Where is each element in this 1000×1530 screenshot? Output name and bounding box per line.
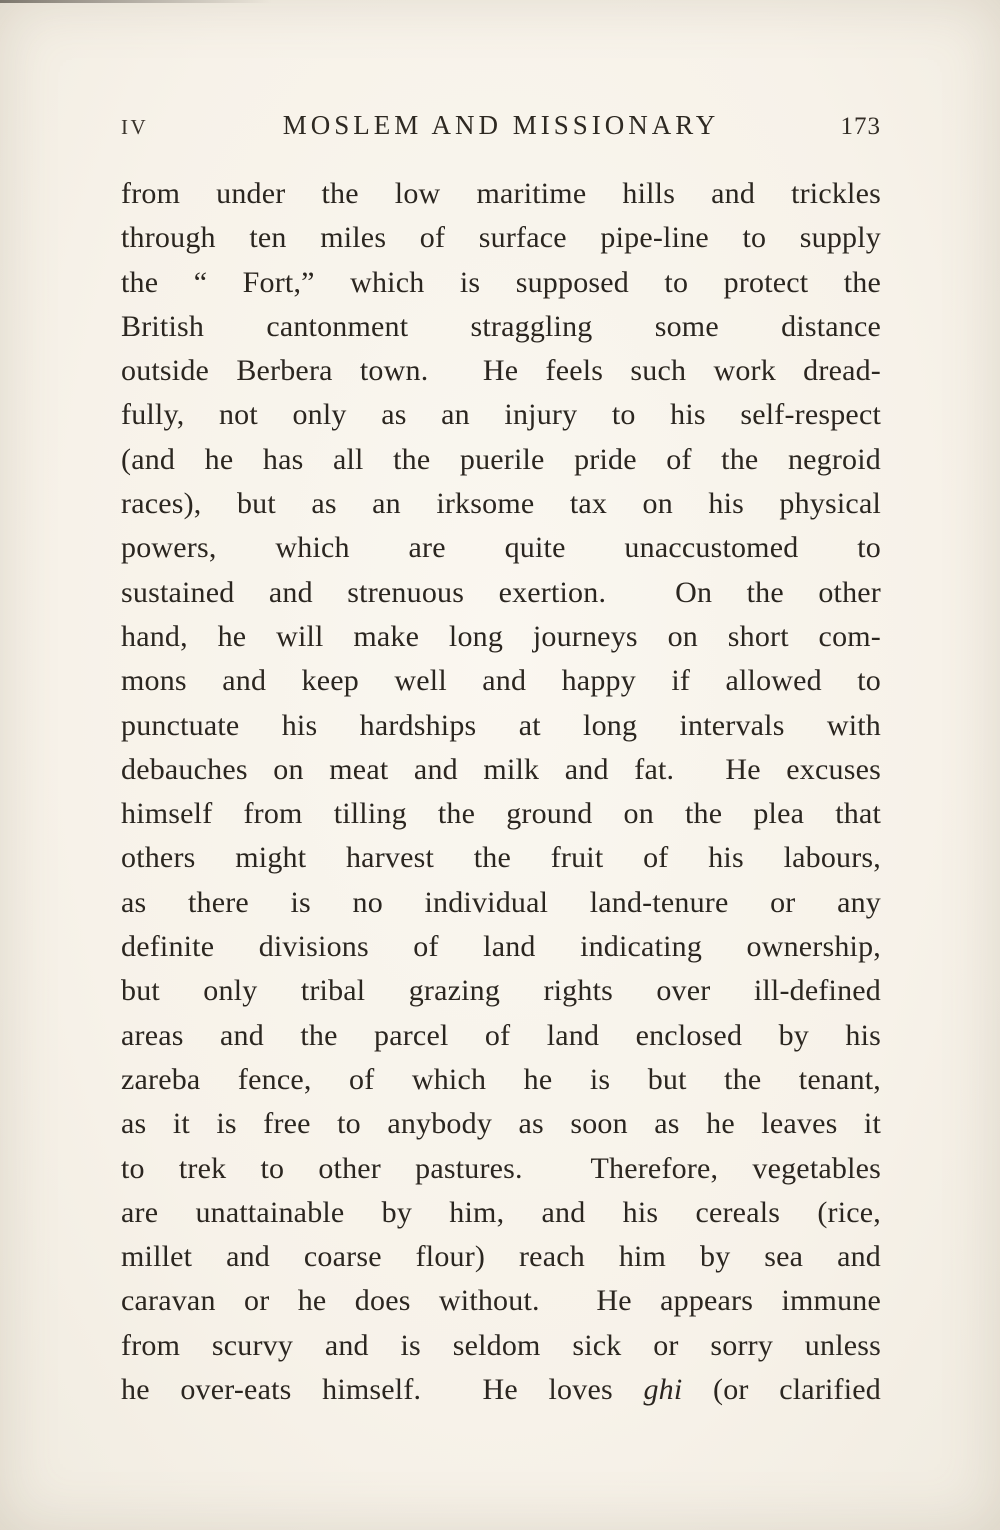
text-segment: punctuate his hardships at long intervals with (121, 708, 881, 742)
text-line (121, 526, 881, 570)
body-text (121, 172, 881, 1412)
text-line (121, 659, 881, 703)
text-line (121, 1324, 881, 1368)
text-segment: sustained and strenuous exertion. On the other (121, 575, 881, 609)
text-line (121, 1235, 881, 1279)
page-number: 173 (840, 113, 881, 140)
text-line (121, 1279, 881, 1323)
text-line (121, 438, 881, 482)
text-line (121, 393, 881, 437)
text-segment: are unattainable by him, and his cereals (rice, (121, 1195, 881, 1229)
text-line (121, 1102, 881, 1146)
text-segment: from scurvy and is seldom sick or sorry unless (121, 1328, 881, 1362)
text-segment: areas and the parcel of land enclosed by his (121, 1018, 881, 1052)
text-segment: definite divisions of land indicating ownership, (121, 930, 881, 964)
text-line (121, 969, 881, 1013)
text-line (121, 792, 881, 836)
text-segment: debauches on meat and milk and fat. He excuses (121, 752, 881, 786)
text-segment: (or clarified (682, 1373, 881, 1407)
text-line (121, 836, 881, 880)
text-segment: outside Berbera town. He feels such work dread- (121, 354, 881, 388)
text-line (121, 881, 881, 925)
text-line (121, 482, 881, 526)
italic-word: ghi (643, 1373, 683, 1407)
text-line (121, 261, 881, 305)
text-segment: races), but as an irksome tax on his physical (121, 487, 881, 521)
text-line (121, 748, 881, 792)
text-line (121, 925, 881, 969)
text-segment: others might harvest the fruit of his labours, (121, 841, 881, 875)
text-line (121, 349, 881, 393)
text-line (121, 704, 881, 748)
scan-edge-artifact (0, 0, 320, 3)
text-line (121, 305, 881, 349)
text-line (121, 172, 881, 216)
text-segment: powers, which are quite unaccustomed to (121, 531, 881, 565)
text-line (121, 1014, 881, 1058)
text-segment: himself from tilling the ground on the plea that (121, 797, 881, 831)
text-segment: (and he has all the puerile pride of the negroid (121, 442, 881, 476)
chapter-number: IV (121, 115, 149, 139)
text-segment: he over-eats himself. He loves (121, 1373, 644, 1407)
text-line (121, 615, 881, 659)
text-line (121, 1147, 881, 1191)
text-segment: as it is free to anybody as soon as he leaves it (121, 1107, 881, 1141)
text-segment: fully, not only as an injury to his self-respect (121, 398, 881, 432)
page-content (121, 110, 881, 1412)
running-title: MOSLEM AND MISSIONARY (282, 110, 720, 140)
text-segment: zareba fence, of which he is but the tenant, (121, 1062, 881, 1096)
text-line (121, 1191, 881, 1235)
text-segment: from under the low maritime hills and trickles (121, 177, 881, 210)
text-segment: British cantonment straggling some distance (121, 309, 881, 343)
text-line (121, 571, 881, 615)
text-line (121, 1058, 881, 1102)
text-segment: as there is no individual land-tenure or any (121, 885, 881, 919)
text-segment: to trek to other pastures. Therefore, vegetables (121, 1151, 881, 1185)
text-segment: the “ Fort,” which is supposed to protect the (121, 265, 881, 299)
text-segment: through ten miles of surface pipe-line to supply (121, 221, 881, 255)
text-segment: millet and coarse flour) reach him by sea and (121, 1240, 881, 1274)
text-segment: but only tribal grazing rights over ill-defined (121, 974, 881, 1008)
text-line (121, 216, 881, 260)
text-segment: caravan or he does without. He appears immune (121, 1284, 881, 1318)
text-line (121, 1368, 881, 1412)
text-segment: hand, he will make long journeys on short com- (121, 619, 881, 653)
text-segment: mons and keep well and happy if allowed to (121, 664, 881, 698)
running-header (121, 110, 881, 141)
